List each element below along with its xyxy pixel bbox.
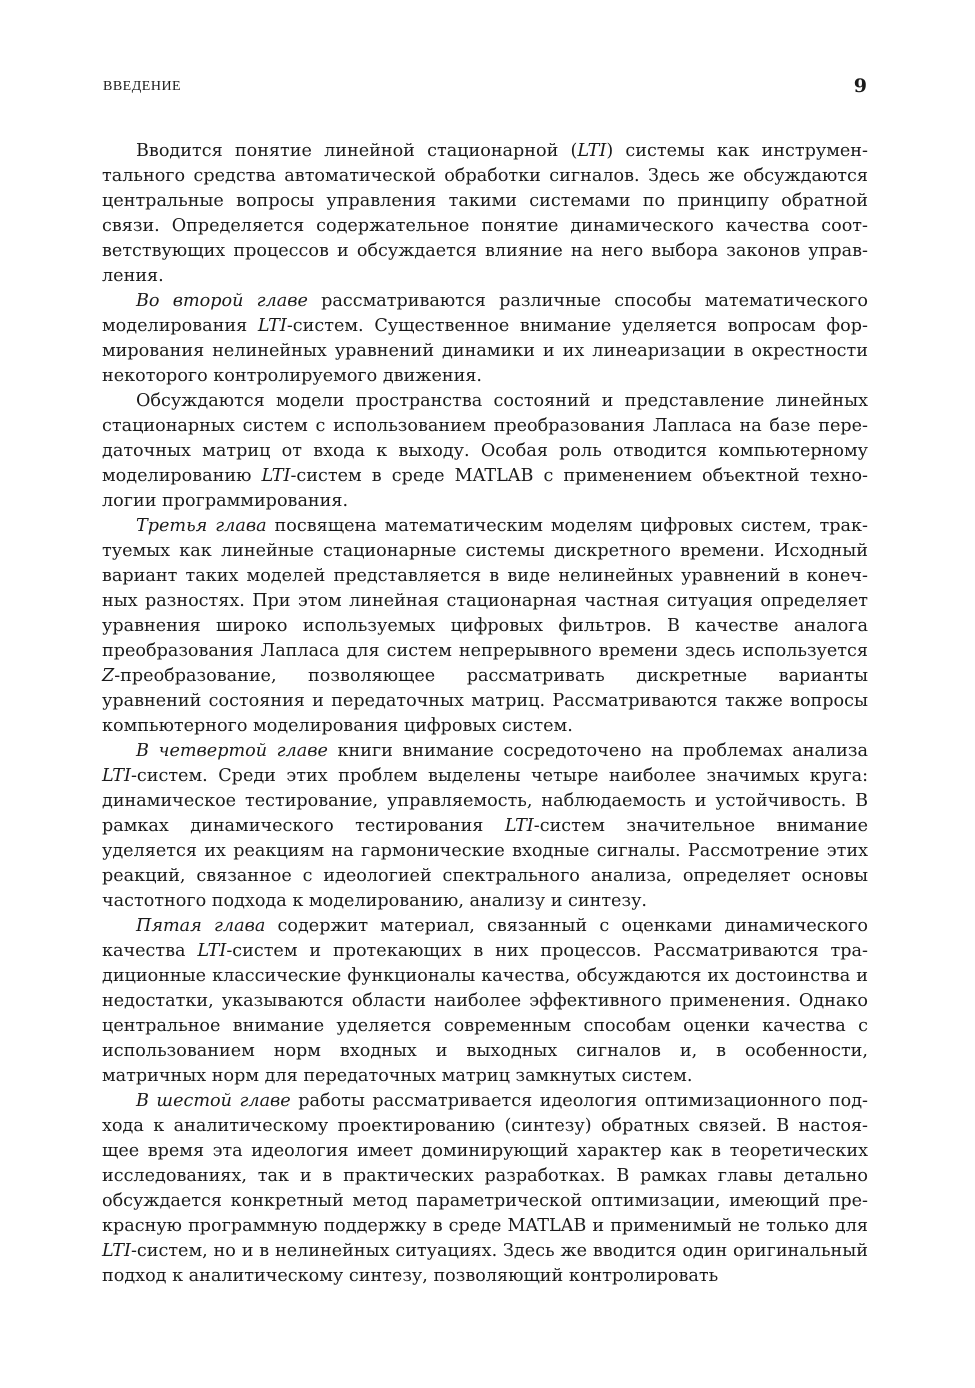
paragraph-chapter-6 [102,1089,868,1289]
italic-span: Третья глава [136,516,267,536]
italic-span: LTI [102,766,131,786]
text-span: -преобразование, позволяющее рассматривать дискретные варианты уравнений состояния и передаточных матриц. Рассматриваются также вопросы компьютерного моделирования цифровых систем. [102,666,868,736]
italic-span: LTI [577,141,607,161]
paragraph-chapter-5 [102,914,868,1089]
italic-span: LTI [197,941,227,961]
text-span: ) системы как инструментального средства автоматической обработки сигналов. Здесь же обсуждаются центральные вопросы управления такими системами по принципу обратной связи. Определяется содержательное понятие динамического качества соответствующих процессов и обсуждается влияние на него выбора законов управления. [102,141,868,286]
italic-span: В четвертой главе [136,741,328,761]
text-span: -систем в среде MATLAB с применением объектной технологии программирования. [102,466,868,511]
running-head: ВВЕДЕНИЕ [103,79,182,94]
italic-span: LTI [261,466,291,486]
text-span: работы рассматривается идеология оптимизационного подхода к аналитическому проектированию (синтезу) обратных связей. В настоящее время эта идеология имеет доминирующий характер как в теоретических исследованиях, так и в практических разработках. В рамках главы детально обсуждается конкретный метод параметрической оптимизации, имеющий прекрасную программную поддержку в среде MATLAB и применимый не только для [102,1091,868,1236]
paragraph-chapter-2 [102,289,868,389]
paragraph-intro-lti [102,139,868,289]
text-span: -систем и протекающих в них процессов. Рассматриваются традиционные классические функционалы качества, обсуждаются их достоинства и недостатки, указываются области наиболее эффективного применения. Однако центральное внимание уделяется современным способам оценки качества с использованием норм входных и выходных сигналов и, в особенности, матричных норм для передаточных матриц замкнутых систем. [102,941,868,1086]
body-text [102,139,868,1289]
italic-span: Z [102,666,115,686]
paragraph-chapter-3 [102,514,868,739]
paragraph-state-space [102,389,868,514]
page-number: 9 [853,75,867,97]
paragraph-chapter-4 [102,739,868,914]
text-span: посвящена математическим моделям цифровых систем, трактуемых как линейные стационарные системы дискретного времени. Исходный вариант таких моделей представляется в виде нелинейных уравнений в конечных разностях. При этом линейная стационарная частная ситуация определяет уравнения широко используемых цифровых фильтров. В качестве аналога преобразования Лапласа для систем непрерывного времени здесь используется [102,516,868,661]
text-span: Вводится понятие линейной стационарной ( [136,141,578,161]
text-span: Обсуждаются модели пространства состояний и представление линейных стационарных систем с использованием преобразования Лапласа на базе передаточных матриц от входа к выходу. Особая роль отводится компьютерному моделированию [102,391,868,486]
text-span: содержит материал, связанный с оценками динамического качества [102,916,868,961]
italic-span: Во второй главе [136,291,308,311]
text-span: книги внимание сосредоточено на проблемах анализа [327,741,868,761]
text-span: -систем значительное внимание уделяется их реакциям на гармонические входные сигналы. Рассмотрение этих реакций, связанное с идеологией спектрального анализа, определяет основы частотного подхода к моделированию, анализу и синтезу. [102,816,868,911]
text-span: рассматриваются различные способы математического моделирования [102,291,868,336]
text-span: -систем. Существенное внимание уделяется вопросам формирования нелинейных уравнений динамики и их линеаризации в окрестности некоторого контролируемого движения. [102,316,868,386]
italic-span: LTI [504,816,534,836]
italic-span: В шестой главе [136,1091,291,1111]
italic-span: LTI [102,1241,131,1261]
italic-span: LTI [257,316,287,336]
italic-span: Пятая глава [136,916,266,936]
text-span: -систем, но и в нелинейных ситуациях. Здесь же вводится один оригинальный подход к аналитическому синтезу, позволяющий контролировать [102,1241,868,1286]
text-span: -систем. Среди этих проблем выделены четыре наиболее значимых круга: динамическое тестирование, управляемость, наблюдаемость и устойчивость. В рамках динамического тестирования [102,766,868,836]
